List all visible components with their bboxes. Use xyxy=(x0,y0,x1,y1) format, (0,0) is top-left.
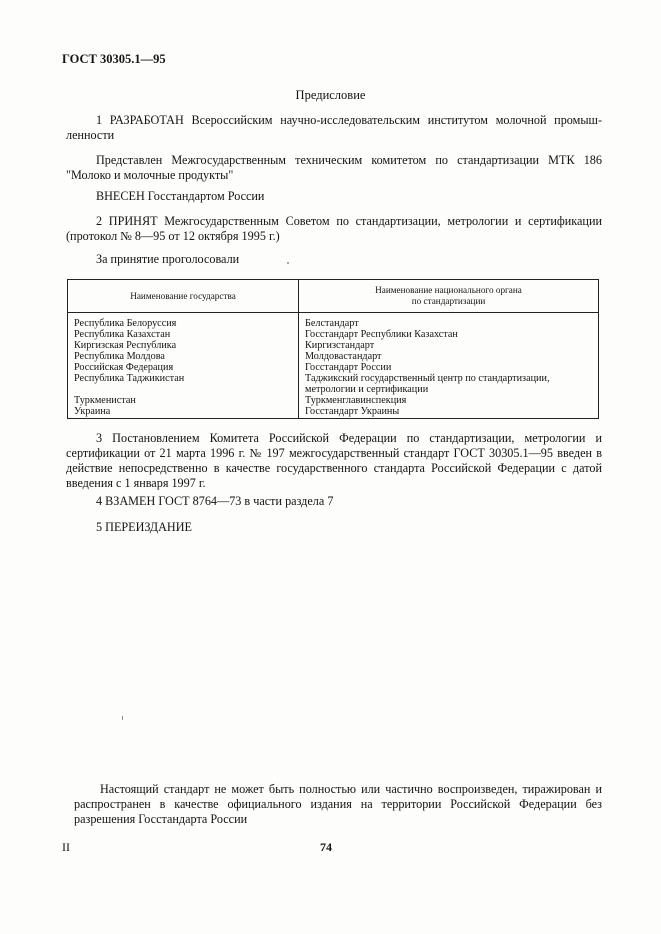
section-1-introduced-text: Госстандартом России xyxy=(144,189,265,203)
section-5-reissue xyxy=(66,520,602,535)
table-cell-body: Госстандарт Украины xyxy=(299,406,599,419)
section-1-lead: 1 РАЗРАБОТАН xyxy=(96,113,184,127)
table-row xyxy=(68,373,599,384)
table-cell-body: метрологии и сертификации xyxy=(299,384,599,395)
table-cell-state: Республика Белоруссия xyxy=(68,313,299,330)
section-5-text: 5 ПЕРЕИЗДАНИЕ xyxy=(96,520,192,534)
table-row xyxy=(68,313,599,330)
section-2-adopted xyxy=(66,214,602,244)
table-header-body-line1: Наименование национального органа xyxy=(375,285,522,295)
vote-caption xyxy=(66,252,602,267)
section-3-decree xyxy=(66,431,602,491)
section-1-introduced-lead: ВНЕСЕН xyxy=(96,189,145,203)
table-row xyxy=(68,384,599,395)
table-cell-state: Республика Казахстан xyxy=(68,329,299,340)
table-header-body-line2: по стандартизации xyxy=(411,296,486,306)
table-cell-state: Республика Таджикистан xyxy=(68,373,299,384)
table-row xyxy=(68,351,599,362)
table-cell-body: Белстандарт xyxy=(299,313,599,330)
section-4-replaces xyxy=(66,494,602,509)
table-cell-state xyxy=(68,384,299,395)
page-number: 74 xyxy=(320,840,332,854)
table-cell-state: Республика Молдова xyxy=(68,351,299,362)
section-1-presented xyxy=(66,153,602,183)
table-cell-state: Туркменистан xyxy=(68,395,299,406)
copyright-notice-text: Настоящий стандарт не может быть полностью или частично воспроизведен, тиражирован и распространен в качестве официального издания на территории Российской Федерации без разрешения Госстандарта России xyxy=(74,782,602,826)
page-title: Предисловие xyxy=(295,88,366,102)
table-cell-state: Украина xyxy=(68,406,299,419)
table-cell-body: Госстандарт Республики Казахстан xyxy=(299,329,599,340)
section-1-text: Всероссийским научно-исследовательским институтом молочной промыш-ленности xyxy=(66,113,603,142)
table-cell-state: Киргизская Республика xyxy=(68,340,299,351)
table-header-state: Наименование государства xyxy=(68,280,299,313)
section-2-text: Межгосударственным Советом по стандартизации, метрологии и сертификации (протокол № 8—95 от 12 октября 1995 г.) xyxy=(66,214,602,243)
table-header-body xyxy=(299,280,599,313)
table-cell-body: Госстандарт России xyxy=(299,362,599,373)
table-cell-body: Туркменглавинспекция xyxy=(299,395,599,406)
table-cell-body: Киргизстандарт xyxy=(299,340,599,351)
voting-table xyxy=(67,279,599,419)
table-row xyxy=(68,329,599,340)
section-2-lead: 2 ПРИНЯТ xyxy=(96,214,158,228)
vote-caption-text: За принятие проголосовали xyxy=(96,252,240,266)
table-cell-body: Молдовастандарт xyxy=(299,351,599,362)
table-row xyxy=(68,395,599,406)
document-code: ГОСТ 30305.1—95 xyxy=(62,52,166,66)
table-cell-body: Таджикский государственный центр по стандартизации, xyxy=(299,373,599,384)
table-row xyxy=(68,340,599,351)
roman-page-number: II xyxy=(62,840,70,854)
speck-mark xyxy=(122,716,123,720)
section-1-introduced xyxy=(66,189,602,204)
copyright-notice xyxy=(74,782,602,827)
section-1-developed xyxy=(66,113,602,143)
section-1-presented-text: Представлен Межгосударственным техническим комитетом по стандартизации МТК 186 "Молоко и молочные продукты" xyxy=(66,153,602,182)
section-4-text: ГОСТ 8764—73 в части раздела 7 xyxy=(155,494,334,508)
table-cell-state: Российская Федерация xyxy=(68,362,299,373)
section-4-lead: 4 ВЗАМЕН xyxy=(96,494,156,508)
table-row xyxy=(68,362,599,373)
table-row xyxy=(68,406,599,419)
table-header-row xyxy=(68,280,599,313)
speck-mark xyxy=(287,262,289,264)
section-3-text: 3 Постановлением Комитета Российской Федерации по стандартизации, метрологии и сертификации от 21 марта 1996 г. № 197 межгосударственный стандарт ГОСТ 30305.1—95 введен в действие непосредственно в качестве государственного стандарта Российской Федерации с датой введения с 1 января 1997 г. xyxy=(66,431,602,490)
